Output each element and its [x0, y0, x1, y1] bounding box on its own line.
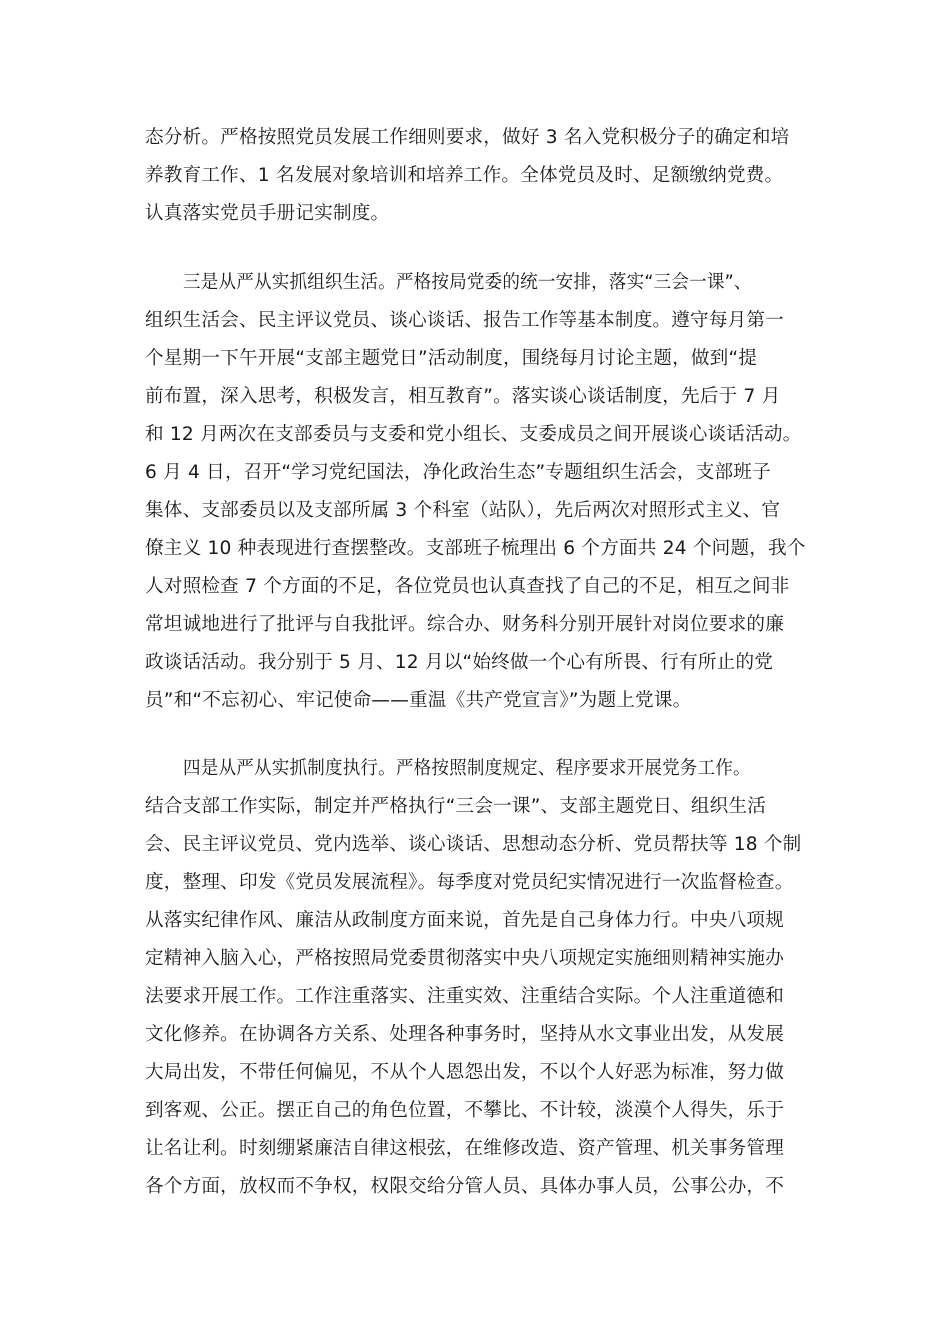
text-line: 僚主义 10 种表现进行查摆整改。支部班子梳理出 6 个方面共 24 个问题，我个 [145, 538, 806, 559]
text-line: 各个方面，放权而不争权，权限交给分管人员、具体办事人员，公事公办，不 [145, 1176, 784, 1197]
text-line: 员”和“不忘初心、牢记使命——重温《共产党宣言》”为题上党课。 [145, 690, 692, 711]
text-line: 政谈话活动。我分别于 5 月、12 月以“始终做一个心有所畏、行有所止的党 [145, 652, 774, 673]
text-line: 和 12 月两次在支部委员与支委和党小组长、支委成员之间开展谈心谈话活动。 [145, 424, 802, 445]
text-line: 到客观、公正。摆正自己的角色位置，不攀比、不计较，淡漠个人得失，乐于 [145, 1100, 784, 1121]
text-line: 三是从严从实抓组织生活。严格按局党委的统一安排，落实“三会一课”、 [183, 272, 752, 293]
text-line: 结合支部工作实际，制定并严格执行“三会一课”、支部主题党日、组织生活 [145, 796, 767, 817]
text-line: 组织生活会、民主评议党员、谈心谈话、报告工作等基本制度。遵守每月第一 [145, 310, 784, 331]
text-line: 常坦诚地进行了批评与自我批评。综合办、财务科分别开展针对岗位要求的廉 [145, 614, 784, 635]
text-line: 人对照检查 7 个方面的不足，各位党员也认真查找了自己的不足，相互之间非 [145, 576, 790, 597]
text-line: 前布置，深入思考，积极发言，相互教育”。落实谈心谈话制度，先后于 7 月 [145, 386, 781, 407]
text-line: 养教育工作、1 名发展对象培训和培养工作。全体党员及时、足额缴纳党费。 [145, 165, 784, 186]
text-line: 会、民主评议党员、党内选举、谈心谈话、思想动态分析、党员帮扶等 18 个制 [145, 834, 802, 855]
text-line: 度，整理、印发《党员发展流程》。每季度对党员纪实情况进行一次监督检查。 [145, 872, 794, 893]
text-line: 法要求开展工作。工作注重落实、注重实效、注重结合实际。个人注重道德和 [145, 986, 784, 1007]
text-line: 个星期一下午开展“支部主题党日”活动制度，围绕每月讨论主题，做到“提 [145, 348, 758, 369]
text-line: 认真落实党员手册记实制度。 [145, 203, 390, 224]
text-line: 让名让利。时刻绷紧廉洁自律这根弦，在维修改造、资产管理、机关事务管理 [145, 1138, 784, 1159]
text-line: 四是从严从实抓制度执行。严格按照制度规定、程序要求开展党务工作。 [183, 758, 751, 779]
text-line: 从落实纪律作风、廉洁从政制度方面来说，首先是自己身体力行。中央八项规 [145, 910, 784, 931]
text-line: 6 月 4 日，召开“学习党纪国法，净化政治生态”专题组织生活会，支部班子 [145, 462, 771, 483]
text-line: 定精神入脑入心，严格按照局党委贯彻落实中央八项规定实施细则精神实施办 [145, 948, 784, 969]
text-line: 集体、支部委员以及支部所属 3 个科室（站队），先后两次对照形式主义、官 [145, 500, 781, 521]
text-line: 文化修养。在协调各方关系、处理各种事务时，坚持从水文事业出发，从发展 [145, 1024, 784, 1045]
text-line: 大局出发，不带任何偏见，不从个人恩怨出发，不以个人好恶为标准，努力做 [145, 1062, 784, 1083]
text-line: 态分析。严格按照党员发展工作细则要求，做好 3 名入党积极分子的确定和培 [145, 127, 790, 148]
